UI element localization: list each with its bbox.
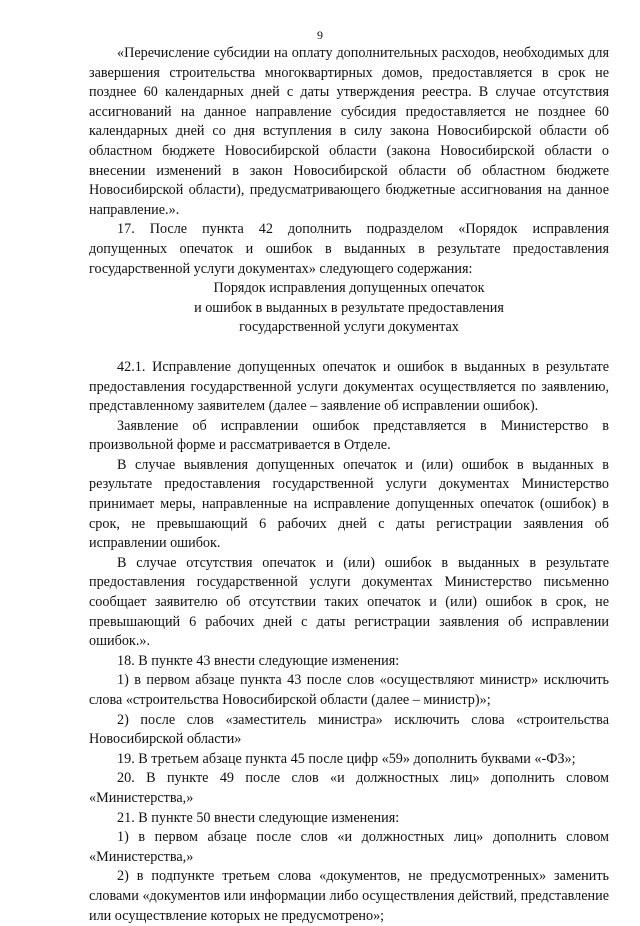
paragraph-item-18: 18. В пункте 43 внести следующие изменения: bbox=[117, 652, 400, 669]
paragraph-no-errors: В случае отсутствия опечаток и (или) ошибок в выданных в результате предоставления государственной услуги документах Министерство письменно сообщает заявителю об отсутствии таких опечаток и (или) ошибок в срок, не превышающий 6 рабочих дней с даты регистрации заявления об исправлении ошибок.». bbox=[89, 554, 609, 650]
section-heading-line-1: Порядок исправления допущенных опечаток bbox=[213, 280, 485, 297]
paragraph-item-21-sub-1: 1) в первом абзаце после слов «и должностных лиц» дополнить словом «Министерства,» bbox=[89, 829, 609, 865]
paragraph-application-submission: Заявление об исправлении ошибок представляется в Министерство в произвольной форме и рассматривается в Отделе. bbox=[89, 417, 609, 454]
spacer bbox=[89, 338, 609, 358]
section-heading-line-2: и ошибок в выданных в результате предоставления bbox=[194, 299, 504, 316]
paragraph-subsidy-transfer: «Перечисление субсидии на оплату дополнительных расходов, необходимых для завершения строительства многоквартирных домов, предоставляется в срок не позднее 60 календарных дней с даты утверждения реестра. В случае отсутствия ассигнований на данное направление субсидия предоставляется не позднее 60 календарных дней со дня вступления в силу закона Новосибирской области об областном бюджете Новосибирской области (закона Новосибирской области о внесении изменений в закон Новосибирской области об областном бюджете Новосибирской области), предусматривающего бюджетные ассигнования на данное направление.». bbox=[89, 45, 609, 218]
paragraph-item-19: 19. В третьем абзаце пункта 45 после цифр «59» дополнить буквами «-ФЗ»; bbox=[117, 750, 576, 767]
section-heading-line-3: государственной услуги документах bbox=[239, 319, 459, 336]
paragraph-42-1: 42.1. Исправление допущенных опечаток и ошибок в выданных в результате предоставления государственной услуги документах осуществляется по заявлению, представленному заявителем (далее – заявление об исправлении ошибок). bbox=[89, 358, 609, 415]
paragraph-item-20: 20. В пункте 49 после слов «и должностных лиц» дополнить словом «Министерства,» bbox=[89, 770, 609, 806]
paragraph-item-18-sub-2: 2) после слов «заместитель министра» исключить слова «строительства Новосибирской области» bbox=[89, 711, 609, 748]
page-number: 9 bbox=[317, 28, 323, 42]
paragraph-item-21-sub-2: 2) в подпункте третьем слова «документов, не предусмотренных» заменить словами «документов или информации либо осуществления действий, представление или осуществление которых не предусмотрено»; bbox=[89, 868, 609, 924]
document-body bbox=[89, 44, 609, 926]
paragraph-item-18-sub-1: 1) в первом абзаце пункта 43 после слов «осуществляют министр» исключить слова «строительства Новосибирской области (далее – министр)»; bbox=[89, 672, 609, 708]
paragraph-item-17: 17. После пункта 42 дополнить подразделом «Порядок исправления допущенных опечаток и ошибок в выданных в результате предоставления государственной услуги документах» следующего содержания: bbox=[89, 221, 609, 277]
paragraph-errors-found: В случае выявления допущенных опечаток и (или) ошибок в выданных в результате предоставления государственной услуги документах Министерство принимает меры, направленные на исправление допущенных опечаток (ошибок) в срок, не превышающий 6 рабочих дней с даты регистрации заявления об исправлении ошибок. bbox=[89, 456, 609, 552]
paragraph-item-21: 21. В пункте 50 внести следующие изменения: bbox=[117, 809, 400, 826]
